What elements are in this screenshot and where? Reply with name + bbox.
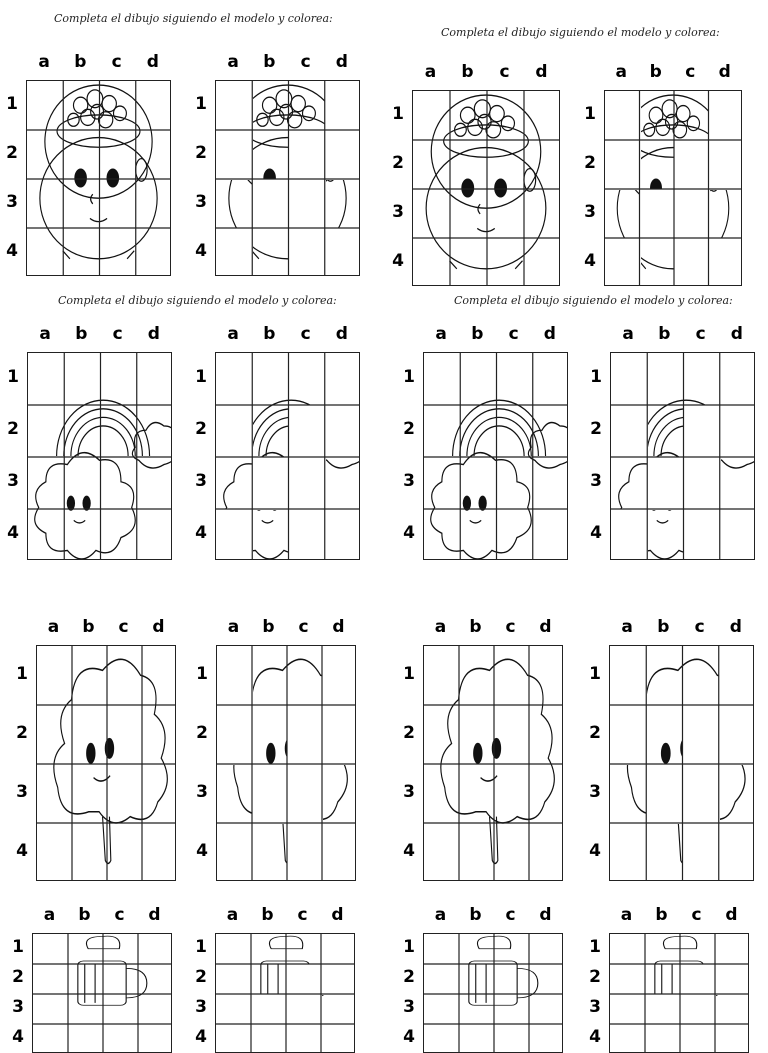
- worksheet-grid-partial: [590, 324, 755, 560]
- column-label: d: [725, 905, 738, 925]
- row-label: 2: [195, 419, 207, 439]
- column-label: a: [622, 324, 634, 344]
- worksheet-grid-partial: [589, 617, 754, 881]
- drawing-grid: [216, 645, 356, 881]
- row-label: 3: [589, 781, 601, 802]
- row-label: 2: [196, 722, 208, 743]
- grid-lines: [611, 353, 754, 559]
- row-label: 1: [195, 367, 207, 387]
- drawing-grid: [423, 933, 563, 1053]
- grid-lines: [33, 934, 171, 1052]
- row-label: 3: [6, 191, 18, 212]
- grid-lines: [610, 934, 748, 1052]
- column-label: d: [147, 324, 160, 344]
- row-label: 2: [403, 419, 415, 439]
- worksheet-grid-partial: [195, 905, 355, 1053]
- column-label: d: [543, 324, 556, 344]
- row-label: 2: [195, 967, 207, 987]
- row-label: 1: [6, 93, 18, 114]
- column-label: b: [469, 905, 482, 925]
- row-label: 1: [196, 663, 208, 684]
- row-label: 1: [403, 663, 415, 684]
- worksheet-grid-partial: [195, 324, 360, 560]
- column-label: c: [508, 324, 519, 344]
- column-label: c: [297, 905, 308, 925]
- column-label: d: [730, 324, 743, 344]
- grid-lines: [413, 91, 559, 285]
- column-label: b: [461, 62, 474, 82]
- row-label: 3: [403, 997, 415, 1017]
- row-label: 4: [196, 840, 208, 861]
- row-label: 2: [16, 722, 28, 743]
- column-label: b: [78, 905, 91, 925]
- column-label: b: [658, 324, 671, 344]
- row-label: 4: [403, 523, 415, 543]
- row-label: 3: [7, 471, 19, 491]
- drawing-grid: [610, 352, 755, 560]
- column-label: d: [332, 617, 345, 637]
- grid-lines: [424, 353, 567, 559]
- worksheet-grid-partial: [589, 905, 749, 1053]
- column-label: d: [146, 52, 159, 72]
- row-label: 2: [195, 142, 207, 163]
- row-label: 1: [589, 937, 601, 957]
- row-label: 4: [403, 840, 415, 861]
- column-label: a: [424, 62, 437, 82]
- column-label: d: [331, 905, 344, 925]
- column-label: a: [621, 617, 633, 637]
- column-label: c: [114, 905, 125, 925]
- row-label: 3: [16, 781, 28, 802]
- row-label: 3: [196, 781, 208, 802]
- column-label: a: [227, 617, 240, 637]
- column-label: b: [657, 617, 670, 637]
- column-label: c: [695, 324, 706, 344]
- drawing-grid: [27, 352, 172, 560]
- drawing-grid: [609, 645, 754, 881]
- row-label: 1: [16, 663, 28, 684]
- column-label: a: [434, 905, 447, 925]
- drawing-grid: [423, 352, 568, 560]
- row-label: 1: [195, 937, 207, 957]
- drawing-grid: [215, 352, 360, 560]
- drawing-grid: [412, 90, 560, 286]
- column-label: b: [82, 617, 95, 637]
- column-label: c: [505, 617, 516, 637]
- grid-lines: [37, 646, 175, 880]
- worksheet-grid-model: [403, 905, 563, 1053]
- column-label: b: [75, 324, 88, 344]
- grid-lines: [216, 934, 354, 1052]
- row-label: 4: [12, 1027, 24, 1047]
- instruction-title: Completa el dibujo siguiendo el modelo y colorea:: [54, 12, 333, 25]
- row-label: 3: [590, 471, 602, 491]
- row-label: 3: [195, 471, 207, 491]
- instruction-title: Completa el dibujo siguiendo el modelo y colorea:: [58, 294, 337, 307]
- column-label: a: [615, 62, 627, 82]
- row-label: 3: [195, 191, 207, 212]
- column-label: a: [226, 905, 239, 925]
- row-label: 1: [403, 367, 415, 387]
- row-label: 1: [403, 937, 415, 957]
- row-label: 3: [195, 997, 207, 1017]
- column-label: b: [261, 905, 274, 925]
- grid-lines: [27, 81, 170, 275]
- row-label: 4: [590, 523, 602, 543]
- instruction-title: Completa el dibujo siguiendo el modelo y colorea:: [441, 26, 720, 39]
- column-label: c: [694, 617, 705, 637]
- drawing-grid: [32, 933, 172, 1053]
- row-label: 1: [584, 103, 596, 124]
- worksheet-grid-partial: [195, 52, 360, 276]
- worksheet-grid-model: [7, 324, 172, 560]
- column-label: d: [539, 905, 552, 925]
- column-label: b: [655, 905, 668, 925]
- column-label: c: [300, 324, 311, 344]
- row-label: 3: [584, 201, 596, 222]
- column-label: b: [469, 617, 482, 637]
- row-label: 2: [392, 152, 404, 173]
- row-label: 4: [589, 1027, 601, 1047]
- grid-lines: [216, 81, 359, 275]
- row-label: 1: [590, 367, 602, 387]
- column-label: c: [505, 905, 516, 925]
- worksheet-grid-model: [403, 324, 568, 560]
- column-label: d: [535, 62, 548, 82]
- worksheet-grid-partial: [196, 617, 356, 881]
- row-label: 3: [12, 997, 24, 1017]
- row-label: 4: [584, 250, 596, 271]
- row-label: 3: [392, 201, 404, 222]
- drawing-grid: [215, 933, 355, 1053]
- drawing-grid: [36, 645, 176, 881]
- column-label: d: [152, 617, 165, 637]
- drawing-grid: [609, 933, 749, 1053]
- row-label: 4: [195, 1027, 207, 1047]
- column-label: c: [300, 52, 311, 72]
- column-label: c: [298, 617, 309, 637]
- column-label: c: [118, 617, 129, 637]
- drawing-grid: [604, 90, 742, 286]
- worksheet-grid-model: [392, 62, 560, 286]
- column-label: c: [685, 62, 696, 82]
- column-label: a: [227, 324, 239, 344]
- column-label: a: [435, 324, 447, 344]
- column-label: b: [263, 52, 276, 72]
- row-label: 4: [403, 1027, 415, 1047]
- column-label: a: [43, 905, 56, 925]
- row-label: 1: [7, 367, 19, 387]
- grid-lines: [217, 646, 355, 880]
- row-label: 2: [589, 967, 601, 987]
- row-label: 3: [403, 781, 415, 802]
- worksheet-grid-model: [12, 905, 172, 1053]
- column-label: d: [148, 905, 161, 925]
- worksheet-grid-partial: [584, 62, 742, 286]
- row-label: 4: [195, 240, 207, 261]
- column-label: d: [729, 617, 742, 637]
- column-label: b: [263, 324, 276, 344]
- row-label: 2: [589, 722, 601, 743]
- drawing-grid: [215, 80, 360, 276]
- row-label: 4: [392, 250, 404, 271]
- row-label: 1: [392, 103, 404, 124]
- row-label: 4: [589, 840, 601, 861]
- column-label: a: [47, 617, 60, 637]
- row-label: 2: [12, 967, 24, 987]
- row-label: 4: [6, 240, 18, 261]
- column-label: b: [649, 62, 662, 82]
- column-label: d: [335, 324, 348, 344]
- column-label: a: [38, 52, 50, 72]
- row-label: 2: [7, 419, 19, 439]
- column-label: c: [112, 324, 123, 344]
- column-label: a: [434, 617, 447, 637]
- column-label: d: [539, 617, 552, 637]
- grid-lines: [424, 934, 562, 1052]
- worksheet-grid-model: [403, 617, 563, 881]
- row-label: 3: [589, 997, 601, 1017]
- grid-lines: [424, 646, 562, 880]
- row-label: 2: [590, 419, 602, 439]
- row-label: 4: [16, 840, 28, 861]
- column-label: b: [74, 52, 87, 72]
- column-label: a: [227, 52, 239, 72]
- row-label: 4: [195, 523, 207, 543]
- column-label: a: [39, 324, 51, 344]
- grid-lines: [28, 353, 171, 559]
- column-label: c: [691, 905, 702, 925]
- row-label: 2: [403, 722, 415, 743]
- row-label: 3: [403, 471, 415, 491]
- row-label: 2: [6, 142, 18, 163]
- column-label: c: [111, 52, 122, 72]
- column-label: c: [499, 62, 510, 82]
- grid-lines: [216, 353, 359, 559]
- column-label: b: [471, 324, 484, 344]
- drawing-grid: [26, 80, 171, 276]
- row-label: 2: [403, 967, 415, 987]
- instruction-title: Completa el dibujo siguiendo el modelo y colorea:: [454, 294, 733, 307]
- grid-lines: [605, 91, 741, 285]
- column-label: d: [718, 62, 731, 82]
- row-label: 2: [584, 152, 596, 173]
- column-label: b: [262, 617, 275, 637]
- row-label: 4: [7, 523, 19, 543]
- row-label: 1: [12, 937, 24, 957]
- grid-lines: [610, 646, 753, 880]
- row-label: 1: [195, 93, 207, 114]
- column-label: a: [620, 905, 633, 925]
- worksheet-grid-model: [16, 617, 176, 881]
- row-label: 1: [589, 663, 601, 684]
- worksheet-grid-model: [6, 52, 171, 276]
- drawing-grid: [423, 645, 563, 881]
- column-label: d: [335, 52, 348, 72]
